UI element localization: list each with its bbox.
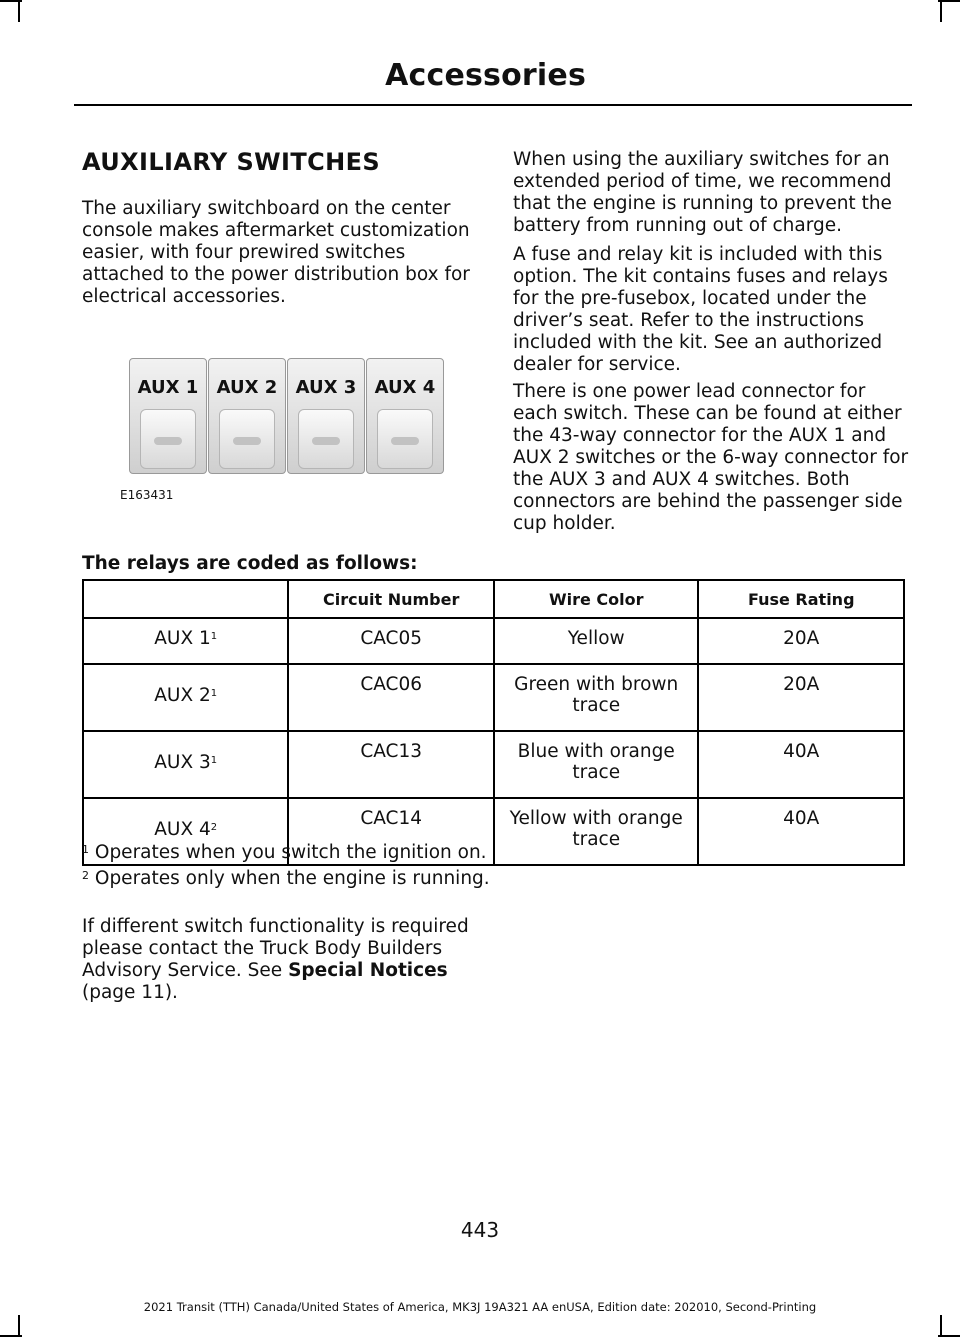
column-header: Fuse Rating: [698, 580, 904, 618]
circuit-cell: CAC05: [288, 618, 494, 664]
table-row: [83, 618, 904, 664]
switch-name: AUX 3: [154, 751, 211, 773]
fuse-rating-cell: 20A: [698, 618, 904, 664]
table-row: [83, 664, 904, 731]
footnote-text: Operates only when the engine is running.: [89, 868, 490, 889]
fuse-rating-cell: 20A: [698, 664, 904, 731]
crop-mark: [18, 0, 20, 22]
switch-slot: [154, 437, 182, 445]
aux-switch-1: [129, 358, 207, 474]
footnotes: [82, 840, 490, 892]
switch-name-cell: [83, 664, 288, 731]
aux-switch-4: [366, 358, 444, 474]
right-paragraph-2: A fuse and relay kit is included with this option. The kit contains fuses and relays for the pre-fusebox, located under the driver’s seat. Refer to the instructions included with the kit. See an authorized dealer for service.: [513, 244, 888, 375]
section-heading: AUXILIARY SWITCHES: [82, 148, 381, 176]
switch-name: AUX 4: [154, 818, 211, 840]
right-paragraph-1: When using the auxiliary switches for an extended period of time, we recommend that the engine is running to prevent the battery from running out of charge.: [513, 149, 892, 236]
aux-switch-label: AUX 3: [295, 377, 357, 398]
footnote-ref: 1: [210, 687, 218, 699]
header-rule: [74, 104, 912, 106]
aux-switch-illustration: [120, 350, 445, 515]
contact-text: If different switch functionality is required please contact the Truck Body Builders Advisory Service. See: [82, 916, 469, 981]
aux-switch-3: [287, 358, 365, 474]
wire-color-cell: Green with brown trace: [494, 664, 699, 731]
circuit-cell: CAC13: [288, 731, 494, 798]
switch-slot: [312, 437, 340, 445]
fuse-rating-cell: 40A: [698, 798, 904, 865]
footnote-ref: 1: [210, 631, 218, 642]
footnote-mark: 2: [82, 869, 89, 882]
aux-switch-2: [208, 358, 286, 474]
contact-paragraph: [82, 916, 502, 1004]
crop-mark: [18, 1315, 20, 1337]
contact-suffix: (page 11).: [82, 982, 178, 1003]
crop-mark: [940, 0, 942, 22]
figure-id: E163431: [120, 488, 174, 502]
circuit-cell: CAC06: [288, 664, 494, 731]
wire-color-cell: Yellow with orange trace: [494, 798, 699, 865]
page-footer: 2021 Transit (TTH) Canada/United States of America, MK3J 19A321 AA enUSA, Edition date: 202010, Second-Printing: [143, 1300, 817, 1314]
switch-name-cell: [83, 618, 288, 664]
page-header-title: Accessories: [385, 58, 586, 93]
footnote: [82, 840, 490, 866]
switch-name: AUX 2: [154, 684, 211, 706]
special-notices-link[interactable]: Special Notices: [288, 960, 448, 981]
relay-table: [82, 579, 905, 866]
footnote-text: Operates when you switch the ignition on.: [89, 842, 487, 863]
switch-slot: [233, 437, 261, 445]
aux-switch-label: AUX 2: [216, 377, 278, 398]
circuit-cell: CAC14: [288, 798, 494, 865]
column-header: Wire Color: [494, 580, 699, 618]
column-header: [83, 580, 288, 618]
table-header-row: [83, 580, 904, 618]
footnote-mark: 1: [82, 843, 89, 856]
switch-name: AUX 1: [154, 628, 211, 649]
footnote: [82, 866, 490, 892]
switch-slot: [391, 437, 419, 445]
page-number: 443: [460, 1218, 500, 1242]
intro-paragraph: The auxiliary switchboard on the center console makes aftermarket customization easier, with four prewired switches attached to the power distribution box for electrical accessories.: [82, 198, 470, 307]
switch-name-cell: [83, 731, 288, 798]
wire-color-cell: Blue with orange trace: [494, 731, 699, 798]
fuse-rating-cell: 40A: [698, 731, 904, 798]
footnote-ref: 2: [210, 821, 218, 833]
table-title: The relays are coded as follows:: [82, 553, 418, 574]
table-row: [83, 731, 904, 798]
aux-switch-label: AUX 4: [374, 377, 436, 398]
right-paragraph-3: There is one power lead connector for each switch. These can be found at either the 43-way connector for the AUX 1 and AUX 2 switches or the 6-way connector for the AUX 3 and AUX 4 switches. Both connectors are behind the passenger side cup holder.: [513, 381, 909, 534]
crop-mark: [940, 1315, 942, 1337]
wire-color-cell: Yellow: [494, 618, 699, 664]
aux-switch-label: AUX 1: [137, 377, 199, 398]
column-header: Circuit Number: [288, 580, 494, 618]
footnote-ref: 1: [210, 754, 218, 766]
